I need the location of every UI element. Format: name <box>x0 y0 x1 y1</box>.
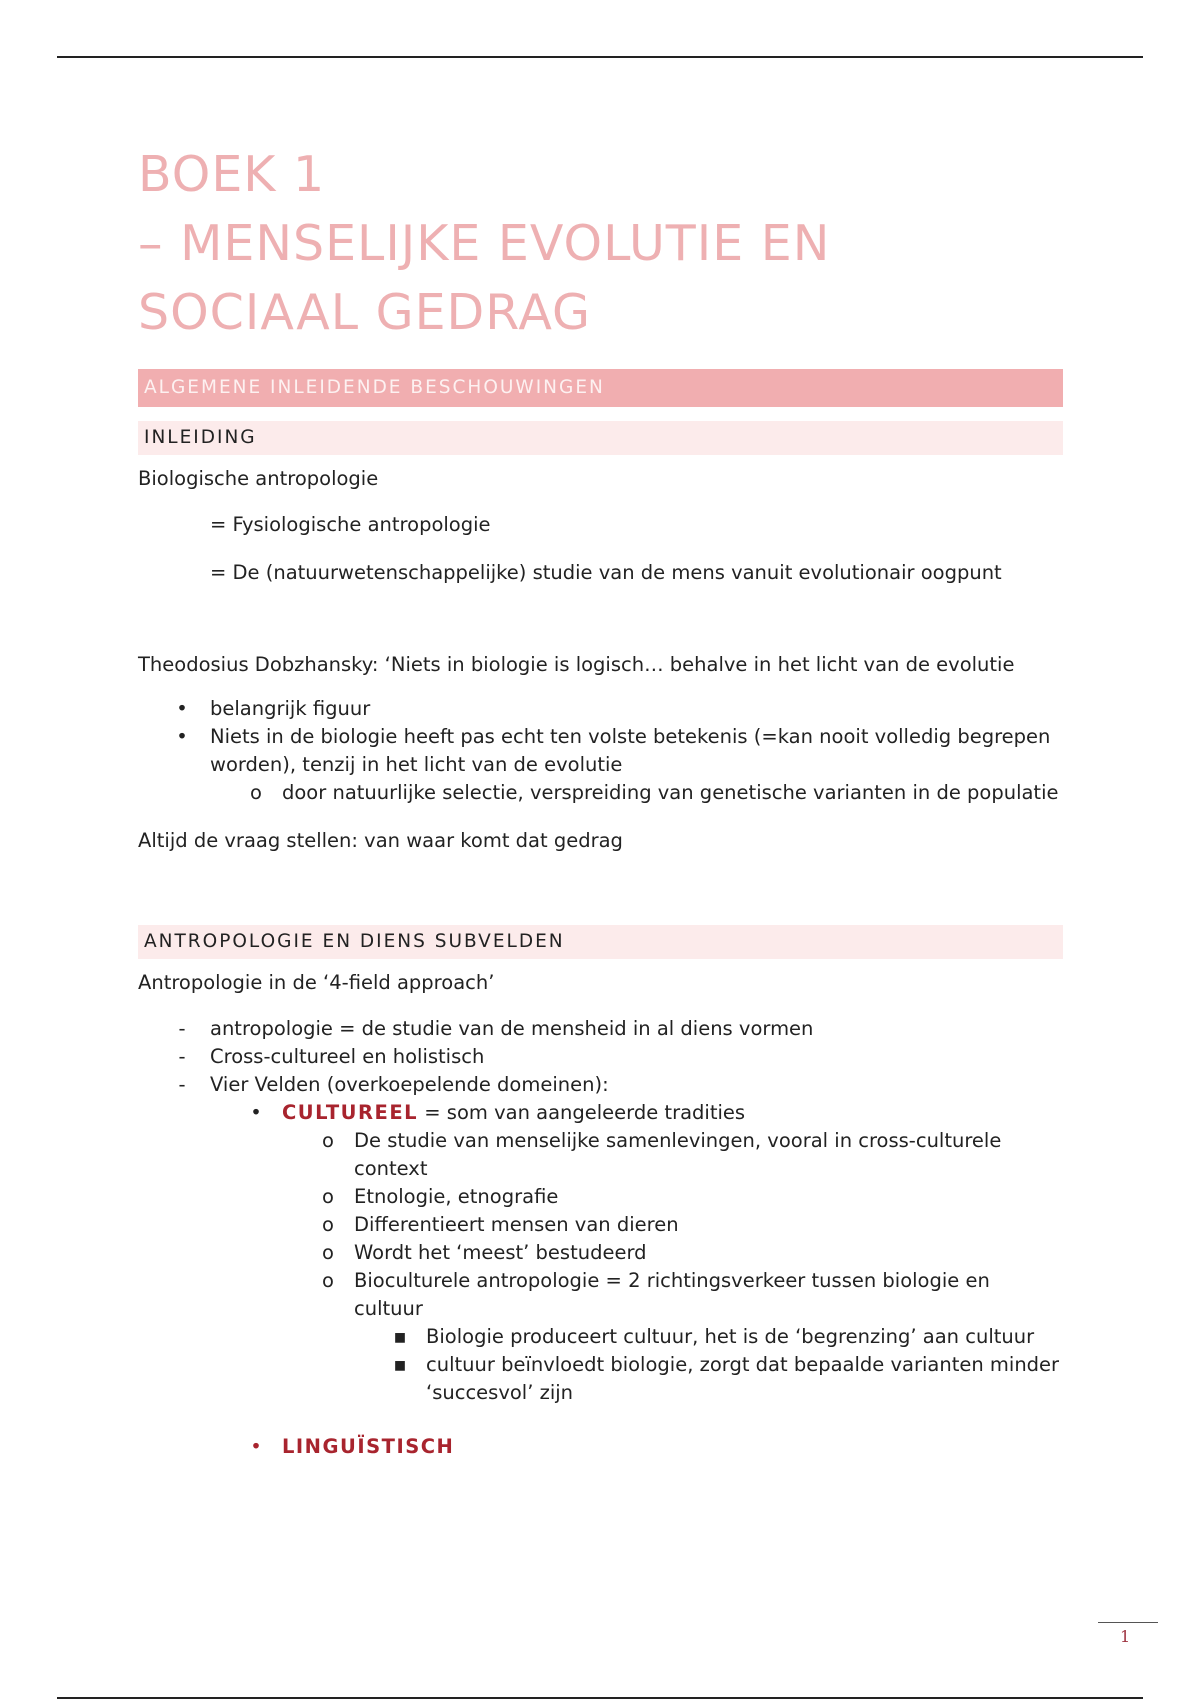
footer-rule <box>1098 1622 1158 1623</box>
circle-bullet-icon: o <box>322 1269 334 1292</box>
title-line: SOCIAAL GEDRAG <box>138 284 591 341</box>
list-item: - Vier Velden (overkoepelende domeinen): <box>138 1071 1063 1099</box>
document-title <box>138 140 1063 347</box>
paragraph-term: Biologische antropologie <box>138 467 379 490</box>
paragraph: Antropologie in de ‘4-field approach’ <box>138 971 495 994</box>
bullet-icon: • <box>176 697 188 720</box>
list-item: o Wordt het ‘meest’ bestudeerd <box>138 1239 1063 1267</box>
bullet-list <box>138 695 1063 807</box>
circle-bullet-icon: o <box>250 781 262 804</box>
document-body <box>138 140 1063 1461</box>
heading-1: ALGEMENE INLEIDENDE BESCHOUWINGEN <box>138 369 1063 407</box>
list-item-field: • CULTUREEL = som van aangeleerde tradities <box>138 1099 1063 1127</box>
definition-line: = De (natuurwetenschappelijke) studie van de mens vanuit evolutionair oogpunt <box>210 561 1002 584</box>
bullet-icon: • <box>250 1101 262 1124</box>
quote-paragraph: Theodosius Dobzhansky: ‘Niets in biologie is logisch… behalve in het licht van de evolutie <box>138 653 1015 676</box>
heading-2-inleiding: INLEIDING <box>138 421 1063 455</box>
list-item: - Cross-cultureel en holistisch <box>138 1043 1063 1071</box>
field-label: LINGUÏSTISCH <box>282 1435 455 1458</box>
bullet-icon: • <box>250 1435 262 1458</box>
list-item: o Differentieert mensen van dieren <box>138 1211 1063 1239</box>
list-item: o door natuurlijke selectie, verspreiding van genetische varianten in de populatie <box>138 779 1063 807</box>
header-rule <box>57 56 1143 58</box>
list-item: ▪ cultuur beïnvloedt biologie, zorgt dat bepaalde varianten minder ‘succesvol’ zijn <box>138 1351 1063 1407</box>
circle-bullet-icon: o <box>322 1213 334 1236</box>
circle-bullet-icon: o <box>322 1185 334 1208</box>
list-item: • Niets in de biologie heeft pas echt ten volste betekenis (=kan nooit volledig begrepen worden), tenzij in het licht van de evolutie <box>138 723 1063 779</box>
list-item: o De studie van menselijke samenlevingen, vooral in cross-culturele context <box>138 1127 1063 1183</box>
list-item-field <box>138 1433 1063 1461</box>
footer-page-edge <box>57 1697 1143 1699</box>
heading-2-antropologie: ANTROPOLOGIE EN DIENS SUBVELDEN <box>138 925 1063 959</box>
field-label: CULTUREEL <box>282 1101 419 1124</box>
title-line: – MENSELIJKE EVOLUTIE EN <box>138 215 831 272</box>
circle-bullet-icon: o <box>322 1129 334 1152</box>
page-number: 1 <box>1120 1627 1131 1646</box>
list-item: • belangrijk figuur <box>138 695 1063 723</box>
circle-bullet-icon: o <box>322 1241 334 1264</box>
square-bullet-icon: ▪ <box>393 1353 407 1376</box>
list-item: - antropologie = de studie van de mensheid in al diens vormen <box>138 1015 1063 1043</box>
list-item: o Bioculturele antropologie = 2 richtingsverkeer tussen biologie en cultuur <box>138 1267 1063 1323</box>
dash-bullet-icon: - <box>178 1045 186 1068</box>
dash-bullet-icon: - <box>178 1017 186 1040</box>
square-bullet-icon: ▪ <box>393 1325 407 1348</box>
dash-list <box>138 1015 1063 1461</box>
list-item: ▪ Biologie produceert cultuur, het is de ‘begrenzing’ aan cultuur <box>138 1323 1063 1351</box>
list-item: o Etnologie, etnografie <box>138 1183 1063 1211</box>
dash-bullet-icon: - <box>178 1073 186 1096</box>
definition-line: = Fysiologische antropologie <box>210 513 491 536</box>
paragraph: Altijd de vraag stellen: van waar komt dat gedrag <box>138 829 623 852</box>
title-line: BOEK 1 <box>138 146 326 203</box>
bullet-icon: • <box>176 725 188 748</box>
